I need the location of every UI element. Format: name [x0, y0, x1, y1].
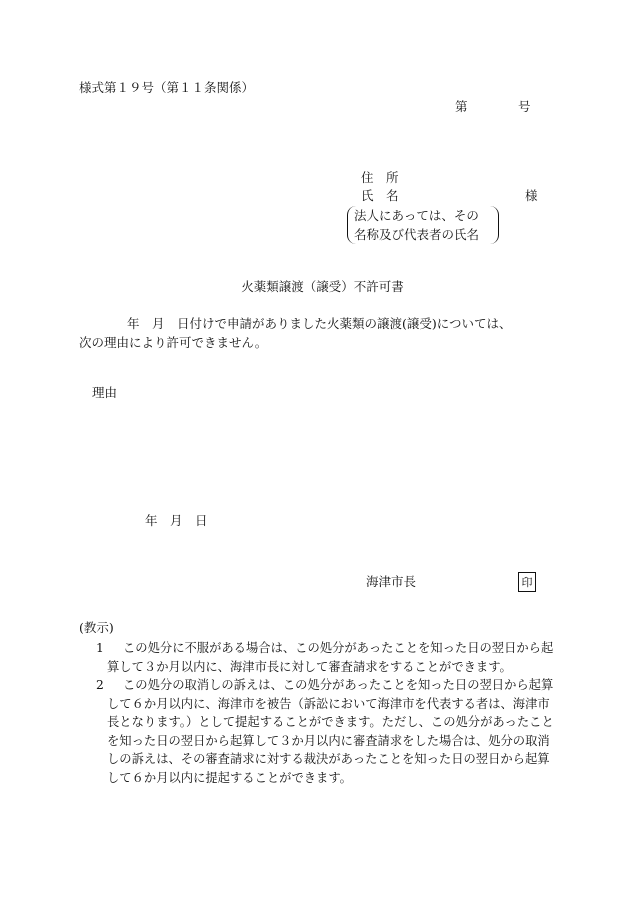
name-row	[361, 188, 538, 205]
body-text	[79, 314, 559, 352]
doc-number-suffix: 号	[518, 99, 531, 114]
document-title	[0, 279, 630, 296]
reason-label: 理由	[92, 385, 118, 400]
seal-mark: 印	[518, 572, 536, 592]
honorific: 様	[525, 188, 538, 203]
name-label: 氏 名	[361, 188, 399, 203]
address-label: 住 所	[361, 170, 399, 185]
document-number	[455, 99, 531, 116]
document-title-text: 火薬類譲渡（譲受）不許可書	[241, 279, 404, 294]
corporation-note	[347, 206, 499, 244]
corporation-note-line2: 名称及び代表者の氏名	[354, 227, 480, 242]
instruction-heading: (教示)	[79, 620, 114, 635]
doc-number-prefix: 第	[455, 99, 468, 114]
instruction-text: この処分の取消しの訴えは、この処分があったことを知った日の翌日から起算して６か月以内に、海津市を被告（訴訟において海津市を代表する者は、海津市長となります。）として提起することができます。ただし、この処分があったことを知った日の翌日から起算して３か月以内に審査請求をした場合は、処分の取消しの訴えは、その審査請求に対する裁決があったことを知った日の翌日から起算して６か月以内に提起することができます。	[107, 678, 554, 785]
instruction-number: 2	[96, 678, 104, 692]
corporation-note-line1: 法人にあっては、その	[354, 208, 479, 223]
form-number: 様式第１９号（第１１条関係）	[79, 80, 255, 95]
issue-date: 年 月 日	[145, 513, 208, 528]
instruction-list	[79, 639, 555, 787]
issuer-title: 海津市長	[366, 574, 417, 589]
instruction-text: この処分に不服がある場合は、この処分があったことを知った日の翌日から起算して３か月以内に、海津市長に対して審査請求をすることができます。	[107, 641, 554, 674]
instruction-item	[79, 639, 555, 676]
body-line-1: 年 月 日付けで申請がありました火薬類の譲渡(譲受)については、	[127, 316, 512, 331]
body-line-2: 次の理由により許可できません。	[79, 335, 268, 350]
instruction-item	[79, 676, 555, 787]
instruction-number: 1	[96, 641, 104, 655]
